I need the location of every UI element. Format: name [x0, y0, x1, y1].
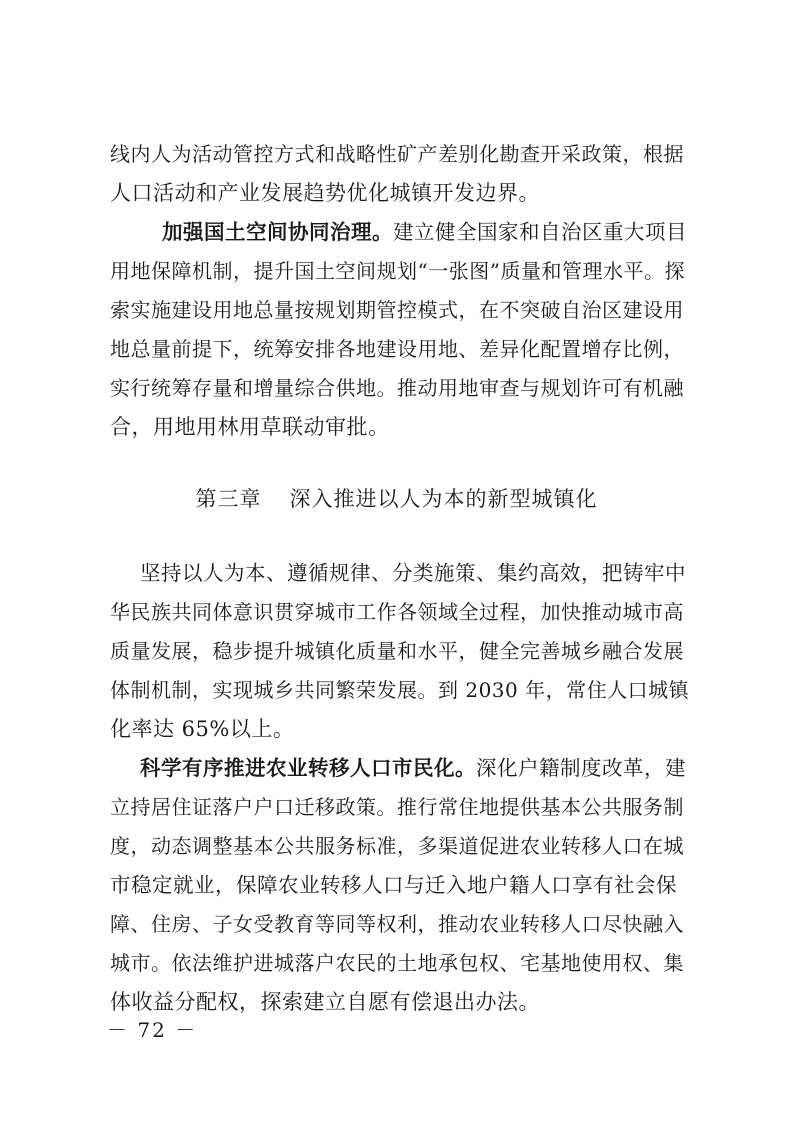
section1-line-4: 地总量前提下，统筹安排各地建设用地、差异化配置增存比例， — [110, 337, 684, 361]
section2-heading: 科学有序推进农业转移人口市民化。 — [140, 756, 476, 780]
section1-line-5: 实行统筹存量和增量综合供地。推动用地审查与规划许可有机融 — [110, 376, 684, 400]
section2-line-4: 市稳定就业，保障农业转移人口与迁入地户籍人口享有社会保 — [110, 873, 677, 897]
section2-line-7: 体收益分配权，探索建立自愿有偿退出办法。 — [110, 990, 540, 1014]
section1-line-2: 用地保障机制，提升国土空间规划“一张图”质量和管理水平。探 — [110, 259, 685, 283]
intro-line-1: 线内人为活动管控方式和战略性矿产差别化勘查开采政策，根据 — [110, 142, 684, 166]
page-number: － 72 － — [107, 1018, 198, 1042]
section1-line-3: 索实施建设用地总量按规划期管控模式，在不突破自治区建设用 — [110, 298, 684, 322]
intro-line-2: 人口活动和产业发展趋势优化城镇开发边界。 — [110, 181, 540, 205]
section2-first-line — [140, 753, 692, 783]
chapter-title: 深入推进以人为本的新型城镇化 — [289, 487, 598, 511]
section1-first-line — [162, 217, 692, 247]
section2-line-5: 障、住房、子女受教育等同等权利，推动农业转移人口尽快融入 — [110, 912, 684, 936]
section1-line-6: 合，用地用林用草联动审批。 — [110, 415, 390, 439]
paragraph2-line-1: 坚持以人为本、遵循规律、分类施策、集约高效，把铸牢中 — [140, 561, 686, 585]
paragraph2-line-4: 体制机制，实现城乡共同繁荣发展。到 2030 年，常住人口城镇 — [110, 678, 690, 702]
section2-line-3: 度，动态调整基本公共服务标准，多渠道促进农业转移人口在城 — [110, 834, 684, 858]
chapter-number: 第三章 — [195, 487, 262, 511]
section1-line1-rest: 建立健全国家和自治区重大项目 — [393, 220, 687, 244]
section2-line1-rest: 深化户籍制度改革，建 — [476, 756, 686, 780]
paragraph2-line-2: 华民族共同体意识贯穿城市工作各领域全过程，加快推动城市高 — [110, 600, 684, 624]
paragraph2-line-5: 化率达 65%以上。 — [110, 717, 295, 741]
section2-line-6: 城市。依法维护进城落户农民的土地承包权、宅基地使用权、集 — [110, 951, 684, 975]
chapter-heading — [0, 484, 793, 514]
section1-heading: 加强国土空间协同治理。 — [162, 220, 393, 244]
section2-line-2: 立持居住证落户户口迁移政策。推行常住地提供基本公共服务制 — [110, 795, 684, 819]
paragraph2-line-3: 质量发展，稳步提升城镇化质量和水平，健全完善城乡融合发展 — [110, 639, 684, 663]
